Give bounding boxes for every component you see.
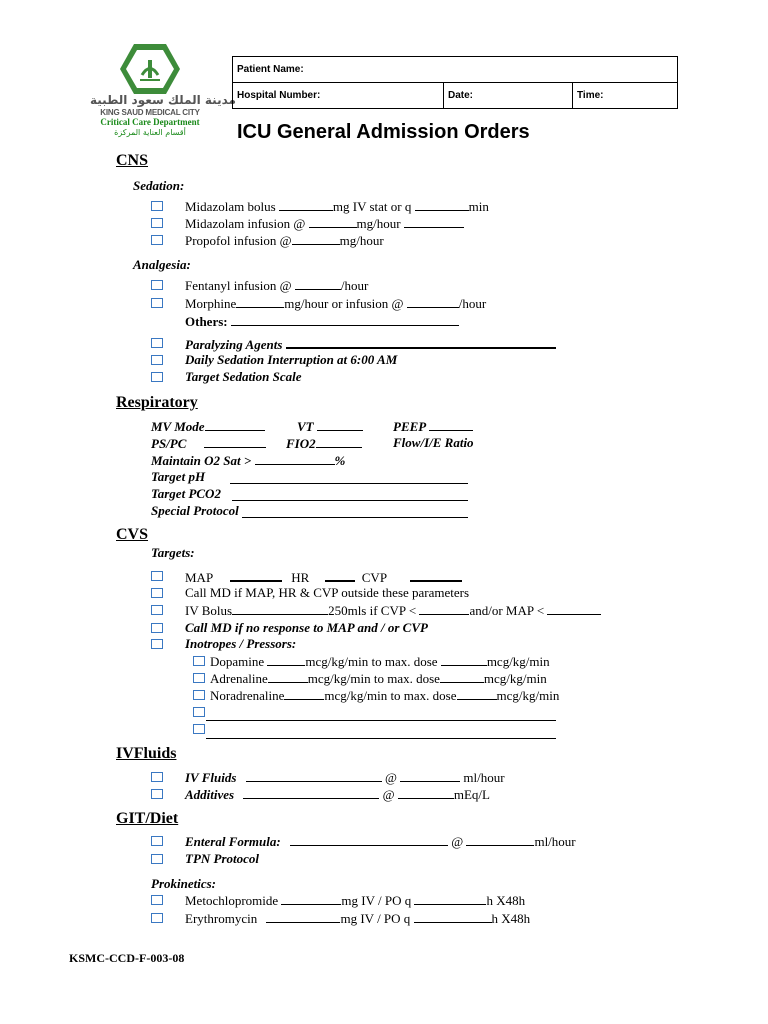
fio2-row — [286, 435, 362, 452]
iv-bolus-cvp-text: 250mls if CVP < — [328, 603, 417, 618]
fentanyl-label: Fentanyl infusion @ — [185, 278, 292, 293]
metoclopramide-dose-blank[interactable] — [281, 892, 341, 905]
metoclopramide-label: Metochlopromide — [185, 893, 279, 908]
midazolam-bolus-checkbox[interactable] — [151, 201, 163, 211]
target-pco2-label: Target PCO2 — [151, 486, 221, 501]
map-label: MAP — [185, 570, 213, 585]
noradrenaline-max-blank[interactable] — [457, 687, 497, 700]
hospital-number-field[interactable] — [233, 83, 444, 109]
additives-at: @ — [382, 787, 395, 802]
other-pressor-2-blank[interactable] — [206, 726, 556, 739]
erythromycin-label: Erythromycin — [185, 911, 258, 926]
target-pco2-row — [151, 486, 221, 502]
maintain-o2-percent: % — [334, 453, 346, 468]
time-label: Time: — [577, 90, 604, 101]
fentanyl-unit: /hour — [340, 278, 369, 293]
adrenaline-max-blank[interactable] — [440, 670, 484, 683]
propofol-blank[interactable] — [292, 232, 340, 245]
midazolam-infusion-unit: mg/hour — [356, 216, 401, 231]
ps-pc-label: PS/PC — [151, 436, 187, 451]
cvp-label: CVP — [361, 570, 387, 585]
call-md-label: Call MD if MAP, HR & CVP outside these parameters — [185, 585, 470, 600]
additives-unit: mEq/L — [453, 787, 490, 802]
paralyzing-label: Paralyzing Agents — [185, 337, 283, 352]
no-response-label: Call MD if no response to MAP and / or CVP — [185, 620, 428, 635]
analgesia-label: Analgesia: — [133, 257, 191, 272]
patient-name-label: Patient Name: — [237, 64, 304, 75]
target-pco2-blank[interactable] — [232, 488, 468, 501]
targets-row — [185, 568, 462, 586]
fentanyl-checkbox[interactable] — [151, 280, 163, 290]
morphine-dose-blank[interactable] — [236, 295, 284, 308]
metoclopramide-interval-blank[interactable] — [414, 892, 486, 905]
iv-bolus-row — [185, 602, 601, 619]
section-heading-ivfluids: IVFluids — [116, 745, 177, 762]
peep-label: PEEP — [393, 419, 426, 434]
section-heading-respiratory: Respiratory — [116, 394, 198, 411]
hospital-number-label: Hospital Number: — [237, 90, 321, 101]
midazolam-bolus-min: min — [468, 199, 489, 214]
additives-blank[interactable] — [243, 786, 379, 799]
target-ph-label: Target pH — [151, 469, 206, 484]
erythromycin-route: mg IV / PO q — [340, 911, 411, 926]
section-heading-cvs: CVS — [116, 526, 149, 543]
targets-checkbox[interactable] — [151, 571, 163, 581]
iv-bolus-map-blank[interactable] — [547, 602, 601, 615]
morphine-label: Morphine — [185, 296, 237, 311]
morphine-checkbox[interactable] — [151, 298, 163, 308]
other-pressor-1-checkbox[interactable] — [193, 707, 205, 717]
other-pressor-2-checkbox[interactable] — [193, 724, 205, 734]
erythromycin-interval-blank[interactable] — [414, 910, 492, 923]
additives-row — [185, 786, 490, 803]
special-protocol-blank[interactable] — [242, 505, 468, 518]
metoclopramide-row — [185, 892, 525, 909]
erythromycin-checkbox[interactable] — [151, 913, 163, 923]
map-blank[interactable] — [230, 568, 282, 582]
fentanyl-blank[interactable] — [295, 277, 341, 290]
dopamine-checkbox[interactable] — [193, 656, 205, 666]
propofol-label: Propofol infusion @ — [185, 233, 292, 248]
others-blank[interactable] — [231, 313, 459, 326]
target-ph-row — [151, 469, 205, 485]
enteral-label: Enteral Formula: — [185, 834, 281, 849]
propofol-row — [185, 232, 384, 249]
dopamine-dose-blank[interactable] — [267, 653, 305, 666]
ps-pc-blank[interactable] — [204, 435, 266, 448]
call-md-checkbox[interactable] — [151, 588, 163, 598]
org-arabic-name: مدينة الملك سعود الطبية — [90, 93, 236, 107]
target-sedation-checkbox[interactable] — [151, 372, 163, 382]
noradrenaline-row — [210, 687, 559, 704]
vt-blank[interactable] — [317, 418, 363, 431]
mv-mode-row — [151, 418, 265, 435]
morphine-row — [185, 295, 486, 312]
paralyzing-blank[interactable] — [286, 335, 556, 349]
department-arabic-name: أقسام العناية المركزة — [114, 128, 186, 137]
ps-pc-row — [151, 435, 266, 452]
other-pressor-1-blank[interactable] — [206, 708, 556, 721]
others-label: Others: — [185, 314, 228, 329]
propofol-unit: mg/hour — [339, 233, 384, 248]
propofol-checkbox[interactable] — [151, 235, 163, 245]
adrenaline-checkbox[interactable] — [193, 673, 205, 683]
midazolam-infusion-extra-blank[interactable] — [404, 215, 464, 228]
date-label: Date: — [448, 90, 474, 101]
section-heading-git: GIT/Diet — [116, 810, 179, 827]
adrenaline-mid: mcg/kg/min to max. dose — [307, 671, 440, 686]
iv-fluids-at: @ — [384, 770, 397, 785]
page-title: ICU General Admission Orders — [237, 121, 530, 143]
dopamine-mid: mcg/kg/min to max. dose — [305, 654, 438, 669]
midazolam-bolus-dose-blank[interactable] — [279, 198, 333, 211]
fentanyl-row — [185, 277, 368, 294]
maintain-o2-blank[interactable] — [255, 452, 335, 465]
no-response-checkbox[interactable] — [151, 623, 163, 633]
daily-interruption-checkbox[interactable] — [151, 355, 163, 365]
targets-label: Targets: — [151, 545, 195, 560]
inotropes-label: Inotropes / Pressors: — [185, 636, 297, 651]
metoclopramide-checkbox[interactable] — [151, 895, 163, 905]
dopamine-unit: mcg/kg/min — [486, 654, 550, 669]
mv-mode-label: MV Mode — [151, 419, 205, 434]
hr-blank[interactable] — [325, 568, 355, 582]
adrenaline-dose-blank[interactable] — [268, 670, 308, 683]
iv-bolus-cvp-blank[interactable] — [419, 602, 469, 615]
iv-bolus-checkbox[interactable] — [151, 605, 163, 615]
logo-emblem-icon — [118, 42, 182, 96]
dopamine-max-blank[interactable] — [441, 653, 487, 666]
morphine-per-hour: /hour — [458, 296, 487, 311]
enteral-rate-blank[interactable] — [466, 833, 534, 846]
midazolam-infusion-row — [185, 215, 464, 232]
fio2-label: FIO2 — [286, 436, 316, 451]
patient-name-field[interactable] — [233, 57, 678, 83]
erythromycin-row — [185, 910, 530, 927]
dopamine-label: Dopamine — [210, 654, 265, 669]
form-code: KSMC-CCD-F-003-08 — [69, 951, 185, 965]
midazolam-infusion-checkbox[interactable] — [151, 218, 163, 228]
iv-fluids-checkbox[interactable] — [151, 772, 163, 782]
enteral-blank[interactable] — [290, 833, 448, 846]
iv-bolus-volume-blank[interactable] — [232, 602, 328, 615]
hr-label: HR — [291, 570, 310, 585]
target-sedation-label: Target Sedation Scale — [185, 369, 302, 384]
iv-bolus-map-text: and/or MAP < — [469, 603, 545, 618]
inotropes-checkbox[interactable] — [151, 639, 163, 649]
iv-fluids-label: IV Fluids — [185, 770, 237, 785]
time-field[interactable] — [573, 83, 678, 109]
iv-fluids-unit: ml/hour — [463, 770, 505, 785]
date-field[interactable] — [444, 83, 573, 109]
enteral-row — [185, 833, 576, 850]
tpn-checkbox[interactable] — [151, 854, 163, 864]
dopamine-row — [210, 653, 550, 670]
sedation-label: Sedation: — [133, 178, 185, 193]
target-ph-blank[interactable] — [230, 471, 468, 484]
vt-row — [297, 418, 363, 435]
midazolam-bolus-label: Midazolam bolus — [185, 199, 276, 214]
iv-bolus-label: IV Bolus — [185, 603, 233, 618]
adrenaline-row — [210, 670, 547, 687]
midazolam-bolus-interval-blank[interactable] — [415, 198, 469, 211]
tpn-label: TPN Protocol — [185, 851, 260, 866]
morphine-unit: mg/hour or infusion @ — [284, 296, 404, 311]
additives-label: Additives — [185, 787, 235, 802]
special-protocol-label: Special Protocol — [151, 503, 239, 518]
fio2-blank[interactable] — [316, 435, 362, 448]
enteral-at: @ — [451, 834, 464, 849]
midazolam-bolus-unit: mg IV stat or q — [332, 199, 412, 214]
paralyzing-checkbox[interactable] — [151, 338, 163, 348]
additives-conc-blank[interactable] — [398, 786, 454, 799]
cvp-blank[interactable] — [410, 568, 462, 582]
erythromycin-duration: h X48h — [491, 911, 531, 926]
midazolam-infusion-label: Midazolam infusion @ — [185, 216, 306, 231]
prokinetics-label: Prokinetics: — [151, 876, 216, 891]
midazolam-infusion-blank[interactable] — [309, 215, 357, 228]
adrenaline-label: Adrenaline — [210, 671, 268, 686]
iv-fluids-rate-blank[interactable] — [400, 769, 460, 782]
additives-checkbox[interactable] — [151, 789, 163, 799]
enteral-checkbox[interactable] — [151, 836, 163, 846]
org-english-name: KING SAUD MEDICAL CITY — [100, 108, 200, 117]
metoclopramide-duration: h X48h — [486, 893, 526, 908]
iv-fluids-row — [185, 769, 505, 786]
peep-row — [393, 418, 473, 435]
section-heading-cns: CNS — [116, 152, 149, 169]
vt-label: VT — [297, 419, 314, 434]
maintain-o2-label: Maintain O2 Sat > — [151, 453, 252, 468]
patient-info-table — [232, 56, 678, 109]
noradrenaline-label: Noradrenaline — [210, 688, 285, 703]
flow-ratio-label: Flow/I/E Ratio — [393, 435, 474, 450]
noradrenaline-mid: mcg/kg/min to max. dose — [324, 688, 457, 703]
metoclopramide-route: mg IV / PO q — [341, 893, 412, 908]
daily-interruption-label: Daily Sedation Interruption at 6:00 AM — [185, 352, 398, 367]
adrenaline-unit: mcg/kg/min — [483, 671, 547, 686]
enteral-unit: ml/hour — [534, 834, 576, 849]
special-protocol-row — [151, 503, 239, 519]
peep-blank[interactable] — [429, 418, 473, 431]
department-name: Critical Care Department — [100, 117, 200, 127]
morphine-infusion-blank[interactable] — [407, 295, 459, 308]
noradrenaline-checkbox[interactable] — [193, 690, 205, 700]
noradrenaline-unit: mcg/kg/min — [496, 688, 560, 703]
paralyzing-row — [185, 335, 556, 353]
mv-mode-blank[interactable] — [205, 418, 265, 431]
noradrenaline-dose-blank[interactable] — [284, 687, 324, 700]
midazolam-bolus-row — [185, 198, 489, 215]
maintain-o2-row — [151, 452, 345, 469]
erythromycin-dose-blank[interactable] — [266, 910, 340, 923]
iv-fluids-blank[interactable] — [246, 769, 382, 782]
others-row — [185, 313, 459, 330]
